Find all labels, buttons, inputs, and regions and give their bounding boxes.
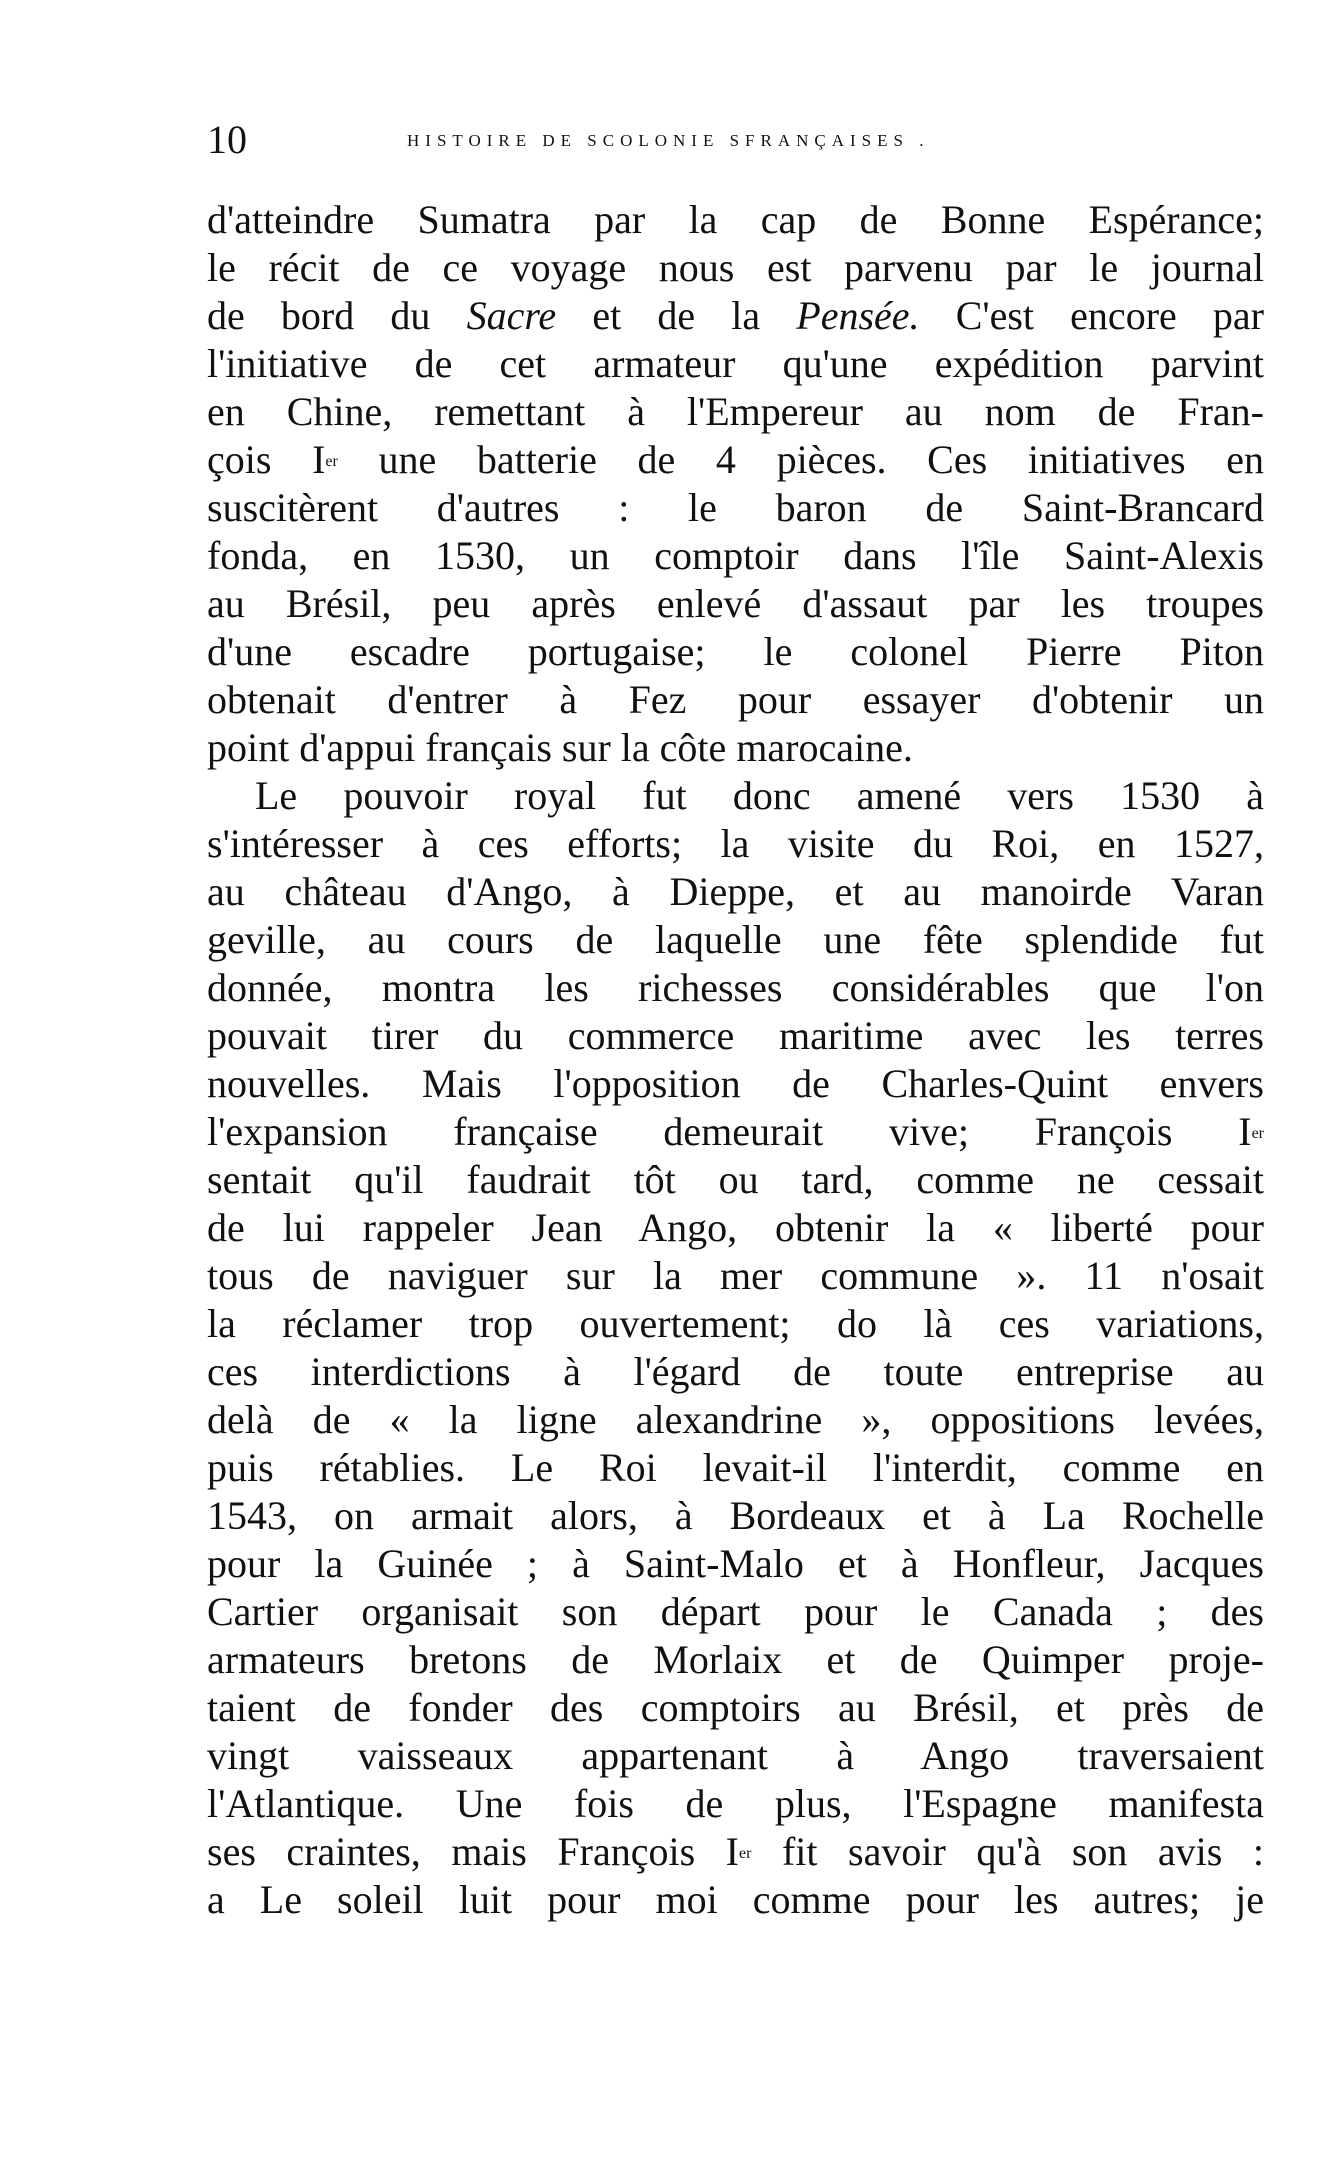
- text-line: l'Atlantique. Une fois de plus, l'Espagne manifesta: [207, 1781, 1264, 1826]
- text-line: [207, 436, 1264, 484]
- text-run: de bord du: [207, 293, 467, 338]
- text-line: [207, 1828, 1264, 1876]
- text-line: tous de naviguer sur la mer commune ». 11 n'osait: [207, 1253, 1264, 1298]
- text-line: point d'appui français sur la côte marocaine.: [207, 725, 913, 770]
- text-line: d'une escadre portugaise; le colonel Pierre Piton: [207, 629, 1264, 674]
- text-line: obtenait d'entrer à Fez pour essayer d'obtenir un: [207, 677, 1264, 722]
- text-run: l'expansion française demeurait vive; François I: [207, 1109, 1252, 1154]
- ship-name-sacre: Sacre: [466, 293, 557, 338]
- text-line: la réclamer trop ouvertement; do là ces variations,: [207, 1301, 1264, 1346]
- text-line: pour la Guinée ; à Saint-Malo et à Honfleur, Jacques: [207, 1541, 1264, 1586]
- page-header: [207, 112, 1267, 172]
- text-line: Le pouvoir royal fut donc amené vers 1530 à: [255, 773, 1264, 818]
- text-run: C'est encore par: [919, 293, 1264, 338]
- text-line: vingt vaisseaux appartenant à Ango traversaient: [207, 1733, 1264, 1778]
- text-line: d'atteindre Sumatra par la cap de Bonne Espérance;: [207, 197, 1264, 242]
- text-line: s'intéresser à ces efforts; la visite du Roi, en 1527,: [207, 821, 1264, 866]
- text-line: [207, 292, 1264, 340]
- text-line: taient de fonder des comptoirs au Brésil, et près de: [207, 1685, 1264, 1730]
- text-line: fonda, en 1530, un comptoir dans l'île Saint-Alexis: [207, 533, 1264, 578]
- text-run: çois I: [207, 437, 326, 482]
- text-line: pouvait tirer du commerce maritime avec les terres: [207, 1013, 1264, 1058]
- text-line: [207, 1108, 1264, 1156]
- text-line: suscitèrent d'autres : le baron de Saint-Brancard: [207, 485, 1264, 530]
- text-run: ses craintes, mais François I: [207, 1829, 740, 1874]
- text-line: au Brésil, peu après enlevé d'assaut par les troupes: [207, 581, 1264, 626]
- text-line: 1543, on armait alors, à Bordeaux et à La Rochelle: [207, 1493, 1264, 1538]
- text-line: en Chine, remettant à l'Empereur au nom de Fran-: [207, 389, 1264, 434]
- text-line: de lui rappeler Jean Ango, obtenir la « liberté pour: [207, 1205, 1264, 1250]
- text-line: a Le soleil luit pour moi comme pour les autres; je: [207, 1877, 1264, 1922]
- text-line: le récit de ce voyage nous est parvenu par le journal: [207, 245, 1264, 290]
- text-run: fit savoir qu'à son avis :: [751, 1829, 1265, 1874]
- superscript: er: [1251, 1125, 1264, 1142]
- body-text: [207, 196, 1264, 1924]
- superscript: er: [739, 1845, 752, 1862]
- superscript: er: [325, 453, 338, 470]
- text-line: puis rétablies. Le Roi levait-il l'interdit, comme en: [207, 1445, 1264, 1490]
- running-title: HISTOIRE DE SCOLONIE SFRANÇAISES .: [407, 131, 930, 150]
- text-line: Cartier organisait son départ pour le Canada ; des: [207, 1589, 1264, 1634]
- ship-name-pensee: Pensée.: [796, 293, 920, 338]
- text-line: delà de « la ligne alexandrine », oppositions levées,: [207, 1397, 1264, 1442]
- text-line: ces interdictions à l'égard de toute entreprise au: [207, 1349, 1264, 1394]
- text-run: une batterie de 4 pièces. Ces initiatives en: [337, 437, 1264, 482]
- text-run: et de la: [556, 293, 797, 338]
- page-number: 10: [207, 117, 247, 162]
- text-line: au château d'Ango, à Dieppe, et au manoirde Varan: [207, 869, 1264, 914]
- text-line: geville, au cours de laquelle une fête splendide fut: [207, 917, 1264, 962]
- text-line: sentait qu'il faudrait tôt ou tard, comme ne cessait: [207, 1157, 1264, 1202]
- text-line: l'initiative de cet armateur qu'une expédition parvint: [207, 341, 1264, 386]
- text-line: armateurs bretons de Morlaix et de Quimper proje-: [207, 1637, 1264, 1682]
- text-line: donnée, montra les richesses considérables que l'on: [207, 965, 1264, 1010]
- text-line: nouvelles. Mais l'opposition de Charles-Quint envers: [207, 1061, 1264, 1106]
